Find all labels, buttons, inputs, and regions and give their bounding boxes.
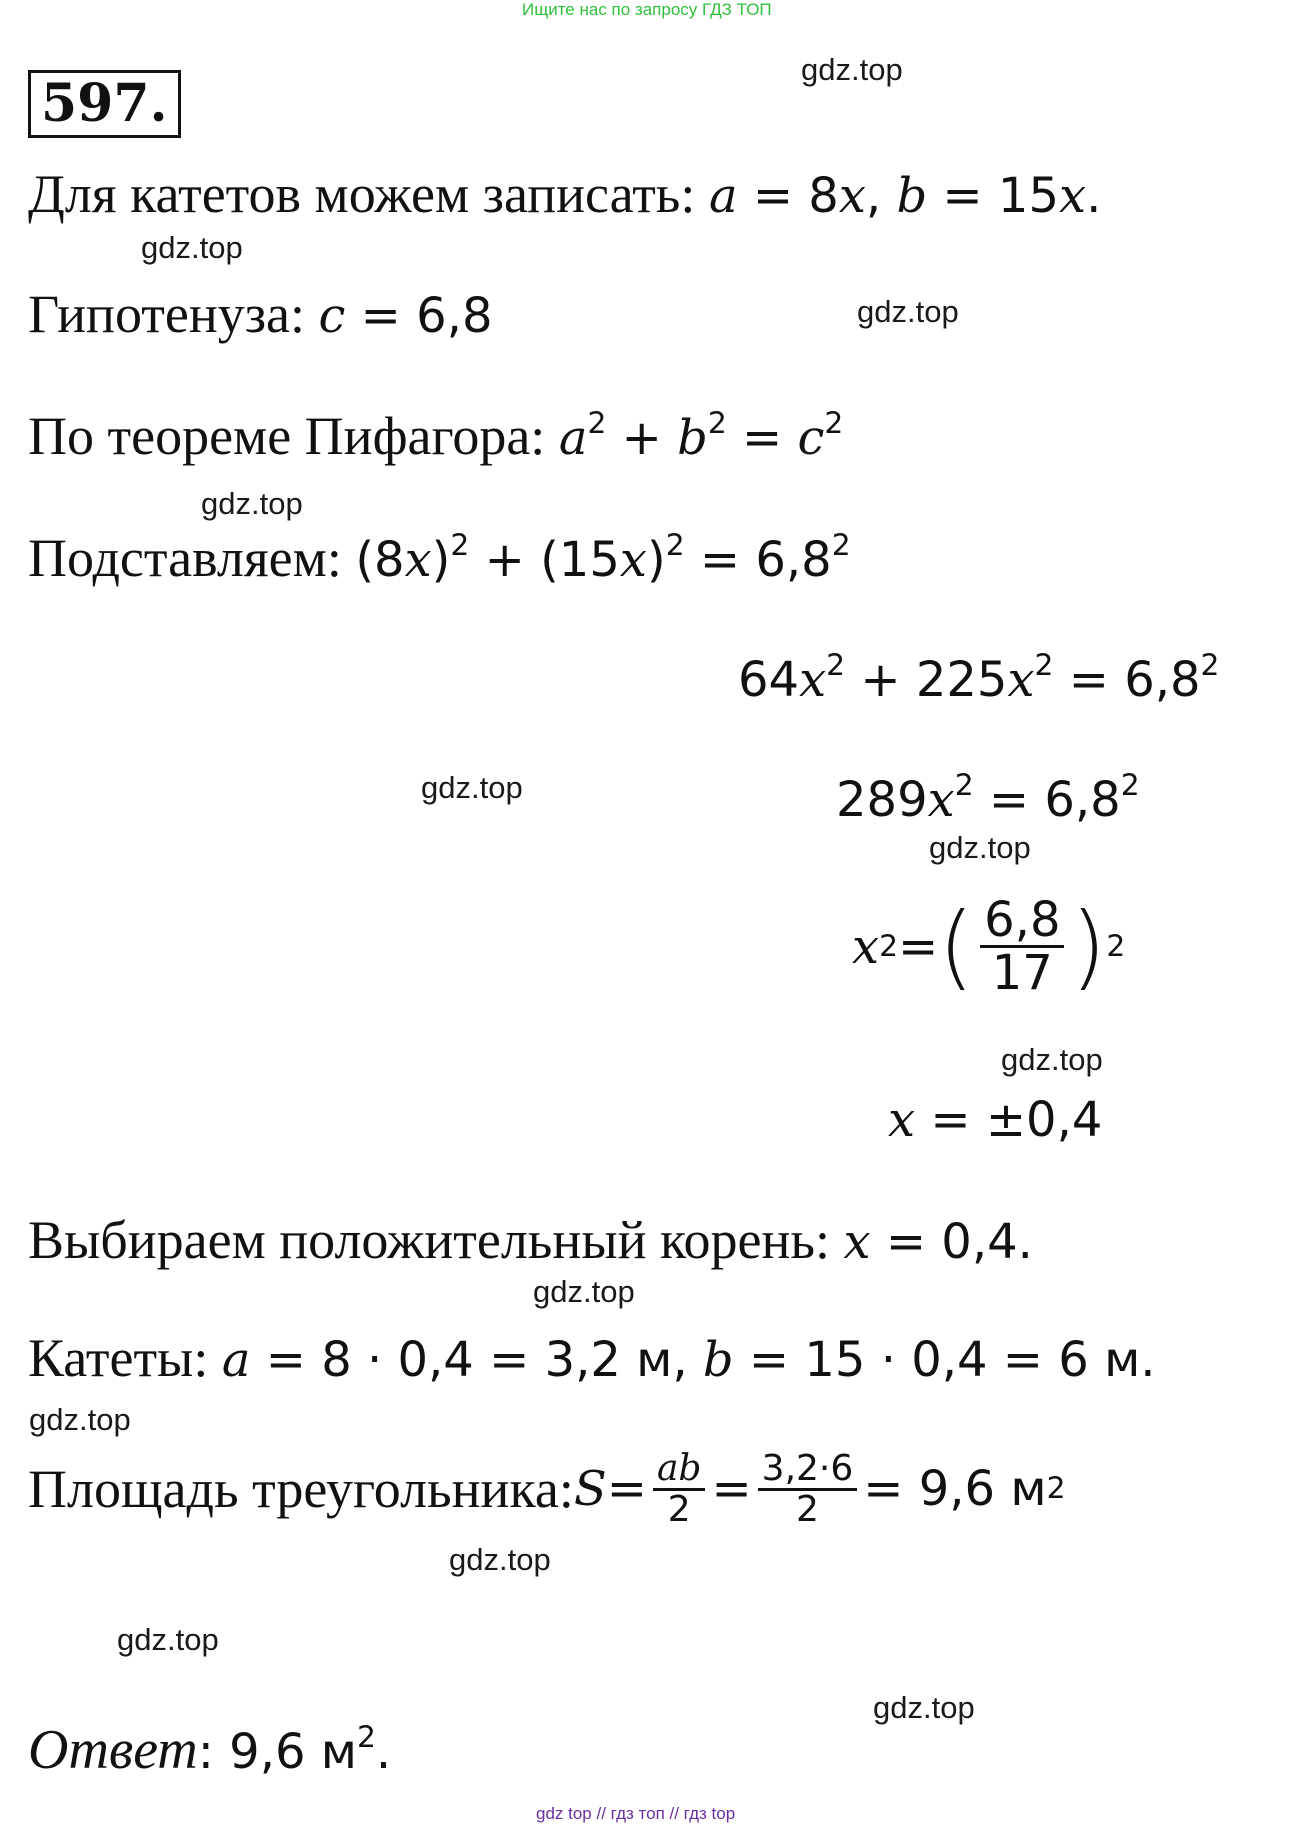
hypotenuse-text: Гипотенуза: [28,284,319,344]
area-text: Площадь треугольника: [28,1459,574,1520]
substitute-text: Подставляем: [28,528,356,588]
math-expr: + (15 [469,532,620,588]
math-op: = [898,918,939,975]
watermark: gdz.top [117,1622,219,1657]
math-var-a: a [221,1332,251,1388]
exponent: 2 [826,648,846,684]
answer-label: Ответ [28,1719,198,1781]
exponent: 2 [707,406,727,442]
math-expr: = 15 [927,168,1059,224]
substitute-line [28,528,851,590]
math-expr: ) [431,532,451,588]
watermark: gdz.top [201,486,303,521]
math-var-b: b [677,410,708,466]
math-expr: = 6,8 [973,772,1121,828]
exponent: 2 [1200,648,1220,684]
math-op: = [726,410,798,466]
answer-end: . [375,1724,392,1780]
math-op: = [606,1461,647,1518]
watermark: gdz.top [1001,1042,1103,1077]
fraction [758,1450,858,1529]
math-var-x: x [1058,168,1087,224]
math-var-a: a [558,410,588,466]
math-expr: 64 [738,652,800,708]
legs-intro-line [28,164,1101,226]
choose-root-line [28,1210,1033,1272]
equation-2 [836,770,1140,830]
equation-1 [738,650,1219,710]
math-var-S: S [573,1461,607,1518]
problem-number: 597. [28,70,181,138]
math-var-x: x [404,532,432,588]
exponent: 2 [1034,648,1054,684]
math-op: + [606,410,678,466]
math-expr: + 225 [845,652,1008,708]
watermark: gdz.top [857,294,959,329]
math-var-a: a [708,168,738,224]
legs-intro-text: Для катетов можем записать: [28,164,709,224]
fraction-numerator: 6,8 [980,895,1064,948]
math-expr: = 6,8 [1053,652,1201,708]
math-op: = [711,1461,752,1518]
fraction-denominator: 17 [991,945,1053,1002]
math-var-x: x [838,168,866,224]
exponent: 2 [1120,768,1140,804]
answer-value: : 9,6 м [197,1724,357,1780]
watermark: gdz.top [421,770,523,805]
choose-root-text: Выбираем положительный корень: [28,1210,844,1270]
watermark: gdz.top [929,830,1031,865]
fraction-numerator: 3,2·6 [758,1450,858,1491]
legs-line [28,1328,1156,1390]
exponent: 2 [831,528,851,564]
math-expr: (8 [355,532,405,588]
math-var-x: x [843,1214,871,1270]
math-expr: 289 [836,772,928,828]
pythagoras-text: По теореме Пифагора: [28,406,559,466]
math-expr: = ±0,4 [915,1092,1103,1148]
fraction-numerator: ab [653,1450,706,1491]
watermark: gdz.top [141,230,243,265]
area-line: Площадь треугольника: S = $\frac{ab}{2}$ = $\frac{3,2\cdot 6}{2}$ = 9,6 м 2 [28,1448,1066,1530]
watermark: gdz.top [29,1402,131,1437]
exponent: 2 [356,1720,376,1756]
math-var-x: x [888,1092,916,1148]
math-period: . [1086,168,1102,224]
equation-3: x 2 = ( $\frac{6,8}{17}$ ) 2 [852,892,1126,1002]
answer-line [28,1720,391,1782]
math-var-x: x [619,532,647,588]
math-expr: = 15 · 0,4 = 6 м. [733,1332,1156,1388]
math-expr: = 8 · 0,4 = 3,2 м, [250,1332,703,1388]
math-comma: , [865,168,897,224]
math-var-x: x [852,918,880,975]
math-var-c: c [797,410,825,466]
exponent: 2 [587,406,607,442]
fraction [980,892,1064,1002]
math-expr: = 6,8 [345,288,493,344]
left-paren: ( [938,892,975,1000]
hypotenuse-line [28,284,492,346]
math-expr: = 8 [737,168,839,224]
right-paren: ) [1070,892,1107,1000]
math-expr: ) [646,532,666,588]
footer-links: gdz top // гдз топ // гдз top [536,1804,736,1823]
math-expr: = 6,8 [684,532,832,588]
top-banner: Ищите нас по запросу ГДЗ ТОП [522,0,772,19]
pythagoras-line [28,406,843,468]
exponent: 2 [665,528,685,564]
legs-text: Катеты: [28,1328,222,1388]
math-var-b: b [702,1332,734,1388]
fraction-denominator: 2 [667,1488,691,1530]
watermark: gdz.top [873,1690,975,1725]
equation-4 [888,1090,1102,1150]
watermark: gdz.top [533,1274,635,1309]
exponent: 2 [824,406,844,442]
math-var-c: c [318,288,346,344]
fraction [653,1450,706,1529]
watermark: gdz.top [801,52,903,87]
exponent: 2 [450,528,470,564]
math-var-b: b [896,168,928,224]
math-var-x: x [927,772,955,828]
math-var-x: x [799,652,827,708]
exponent: 2 [954,768,974,804]
math-expr: = 0,4. [870,1214,1033,1270]
math-expr: = 9,6 м [863,1461,1047,1518]
math-var-x: x [1007,652,1035,708]
watermark: gdz.top [449,1542,551,1577]
fraction-denominator: 2 [796,1488,819,1530]
